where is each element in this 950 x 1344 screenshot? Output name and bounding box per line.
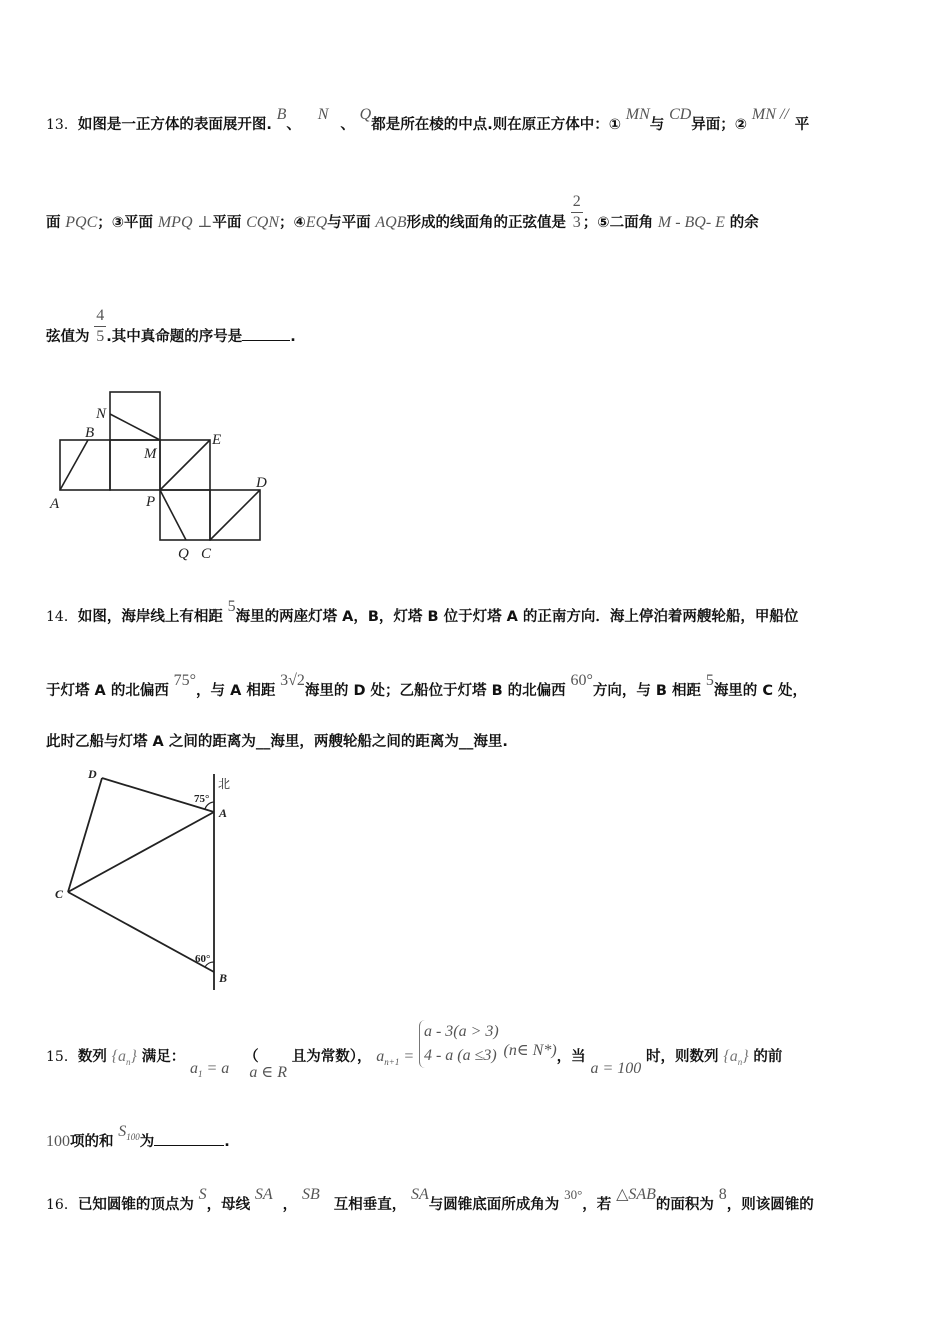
segment-DC bbox=[68, 778, 102, 892]
label-north: 北 bbox=[218, 777, 231, 791]
label-B: B bbox=[85, 425, 95, 441]
q14-line1: 14．如图，海岸线上有相距 5海里的两座灯塔 A，B，灯塔 B 位于灯塔 A 的正南方向．海上停泊着两艘轮船，甲船位 bbox=[46, 598, 799, 625]
label-N: N bbox=[96, 406, 107, 422]
answer-blank bbox=[242, 340, 290, 341]
net-face-bottom bbox=[160, 490, 210, 540]
label-P: P bbox=[146, 494, 156, 510]
q15-line1: 15．数列 $\{a_n\}$ 满足： $a_1 = a$ （ a ∈ R 且为常数）， $a_{n+1}$ = a - 3(a > 3) 4 - a (a ≤3) (n∈ N*)，当 a = 100 时，则数列 $\{a_n\}$ 的前 bbox=[46, 1046, 782, 1072]
net-face-top bbox=[110, 392, 160, 440]
segment-CB bbox=[68, 892, 214, 972]
segment-AB bbox=[60, 440, 88, 490]
a1-eq: $a_1 = a$ bbox=[189, 1060, 230, 1080]
label-Q: Q bbox=[178, 546, 189, 562]
q13-line1: 13．如图是一正方体的表面展开图. B、 N、 Q都是所在棱的中点.则在原正方体中：① MN与 CD异面；② MN //平 bbox=[46, 106, 810, 133]
label-75deg: 75° bbox=[194, 793, 210, 805]
answer-blank bbox=[154, 1145, 224, 1146]
q13-line3: 弦值为 $\frac{4}{5}$ .其中真命题的序号是 . bbox=[46, 306, 296, 345]
cube-net-figure bbox=[46, 390, 276, 570]
label-D: D bbox=[88, 767, 97, 781]
fraction-4-5: $\frac{4}{5}$ bbox=[96, 306, 105, 345]
label-A: A bbox=[50, 496, 60, 512]
net-face-left bbox=[60, 440, 110, 490]
seq-an-2: $\{a_n\}$ bbox=[723, 1048, 749, 1068]
segment-CD bbox=[210, 490, 260, 540]
label-B: B bbox=[219, 971, 228, 985]
label-M: M bbox=[144, 446, 157, 462]
label-D: D bbox=[256, 475, 267, 491]
fraction-2-3: $\frac{2}{3}$ bbox=[572, 192, 581, 231]
segment-PE bbox=[160, 440, 210, 490]
label-A: A bbox=[219, 806, 228, 820]
label-C: C bbox=[201, 546, 212, 562]
label-C: C bbox=[55, 887, 64, 901]
q13-line2: 面 PQC；③平面 MPQ ⊥平面 CQN；④EQ与平面 AQB形成的线面角的正弦值是 $\frac{2}{3}$ ；⑤二面角 M - BQ- E 的余 bbox=[46, 192, 759, 231]
segment-CA bbox=[68, 812, 214, 892]
piecewise-cases: a - 3(a > 3) 4 - a (a ≤3) bbox=[419, 1020, 499, 1068]
segment-NM bbox=[110, 414, 160, 440]
q15-line2: 100项的和 $S_{100}$为 . bbox=[46, 1123, 230, 1150]
label-E: E bbox=[212, 432, 222, 448]
segment-PQ bbox=[160, 490, 186, 540]
lighthouse-figure bbox=[46, 760, 246, 1000]
q16-line1: 16．已知圆锥的顶点为 S，母线 SA， SB互相垂直， SA与圆锥底面所成角为 30°，若 △SAB的面积为 8，则该圆锥的 bbox=[46, 1186, 814, 1213]
label-60deg: 60° bbox=[195, 953, 211, 965]
recursion-lhs: $a_{n+1}$ = bbox=[376, 1048, 415, 1068]
S100: $S_{100}$ bbox=[118, 1123, 140, 1143]
q14-line3: 此时乙船与灯塔 A 之间的距离为__海里，两艘轮船之间的距离为__海里. bbox=[46, 734, 508, 750]
seq-an: $\{a_n\}$ bbox=[111, 1048, 137, 1068]
q14-line2: 于灯塔 A 的北偏西 75°，与 A 相距 3√2海里的 D 处；乙船位于灯塔 B 的北偏西 60°方向，与 B 相距 5海里的 C 处， bbox=[46, 672, 808, 699]
